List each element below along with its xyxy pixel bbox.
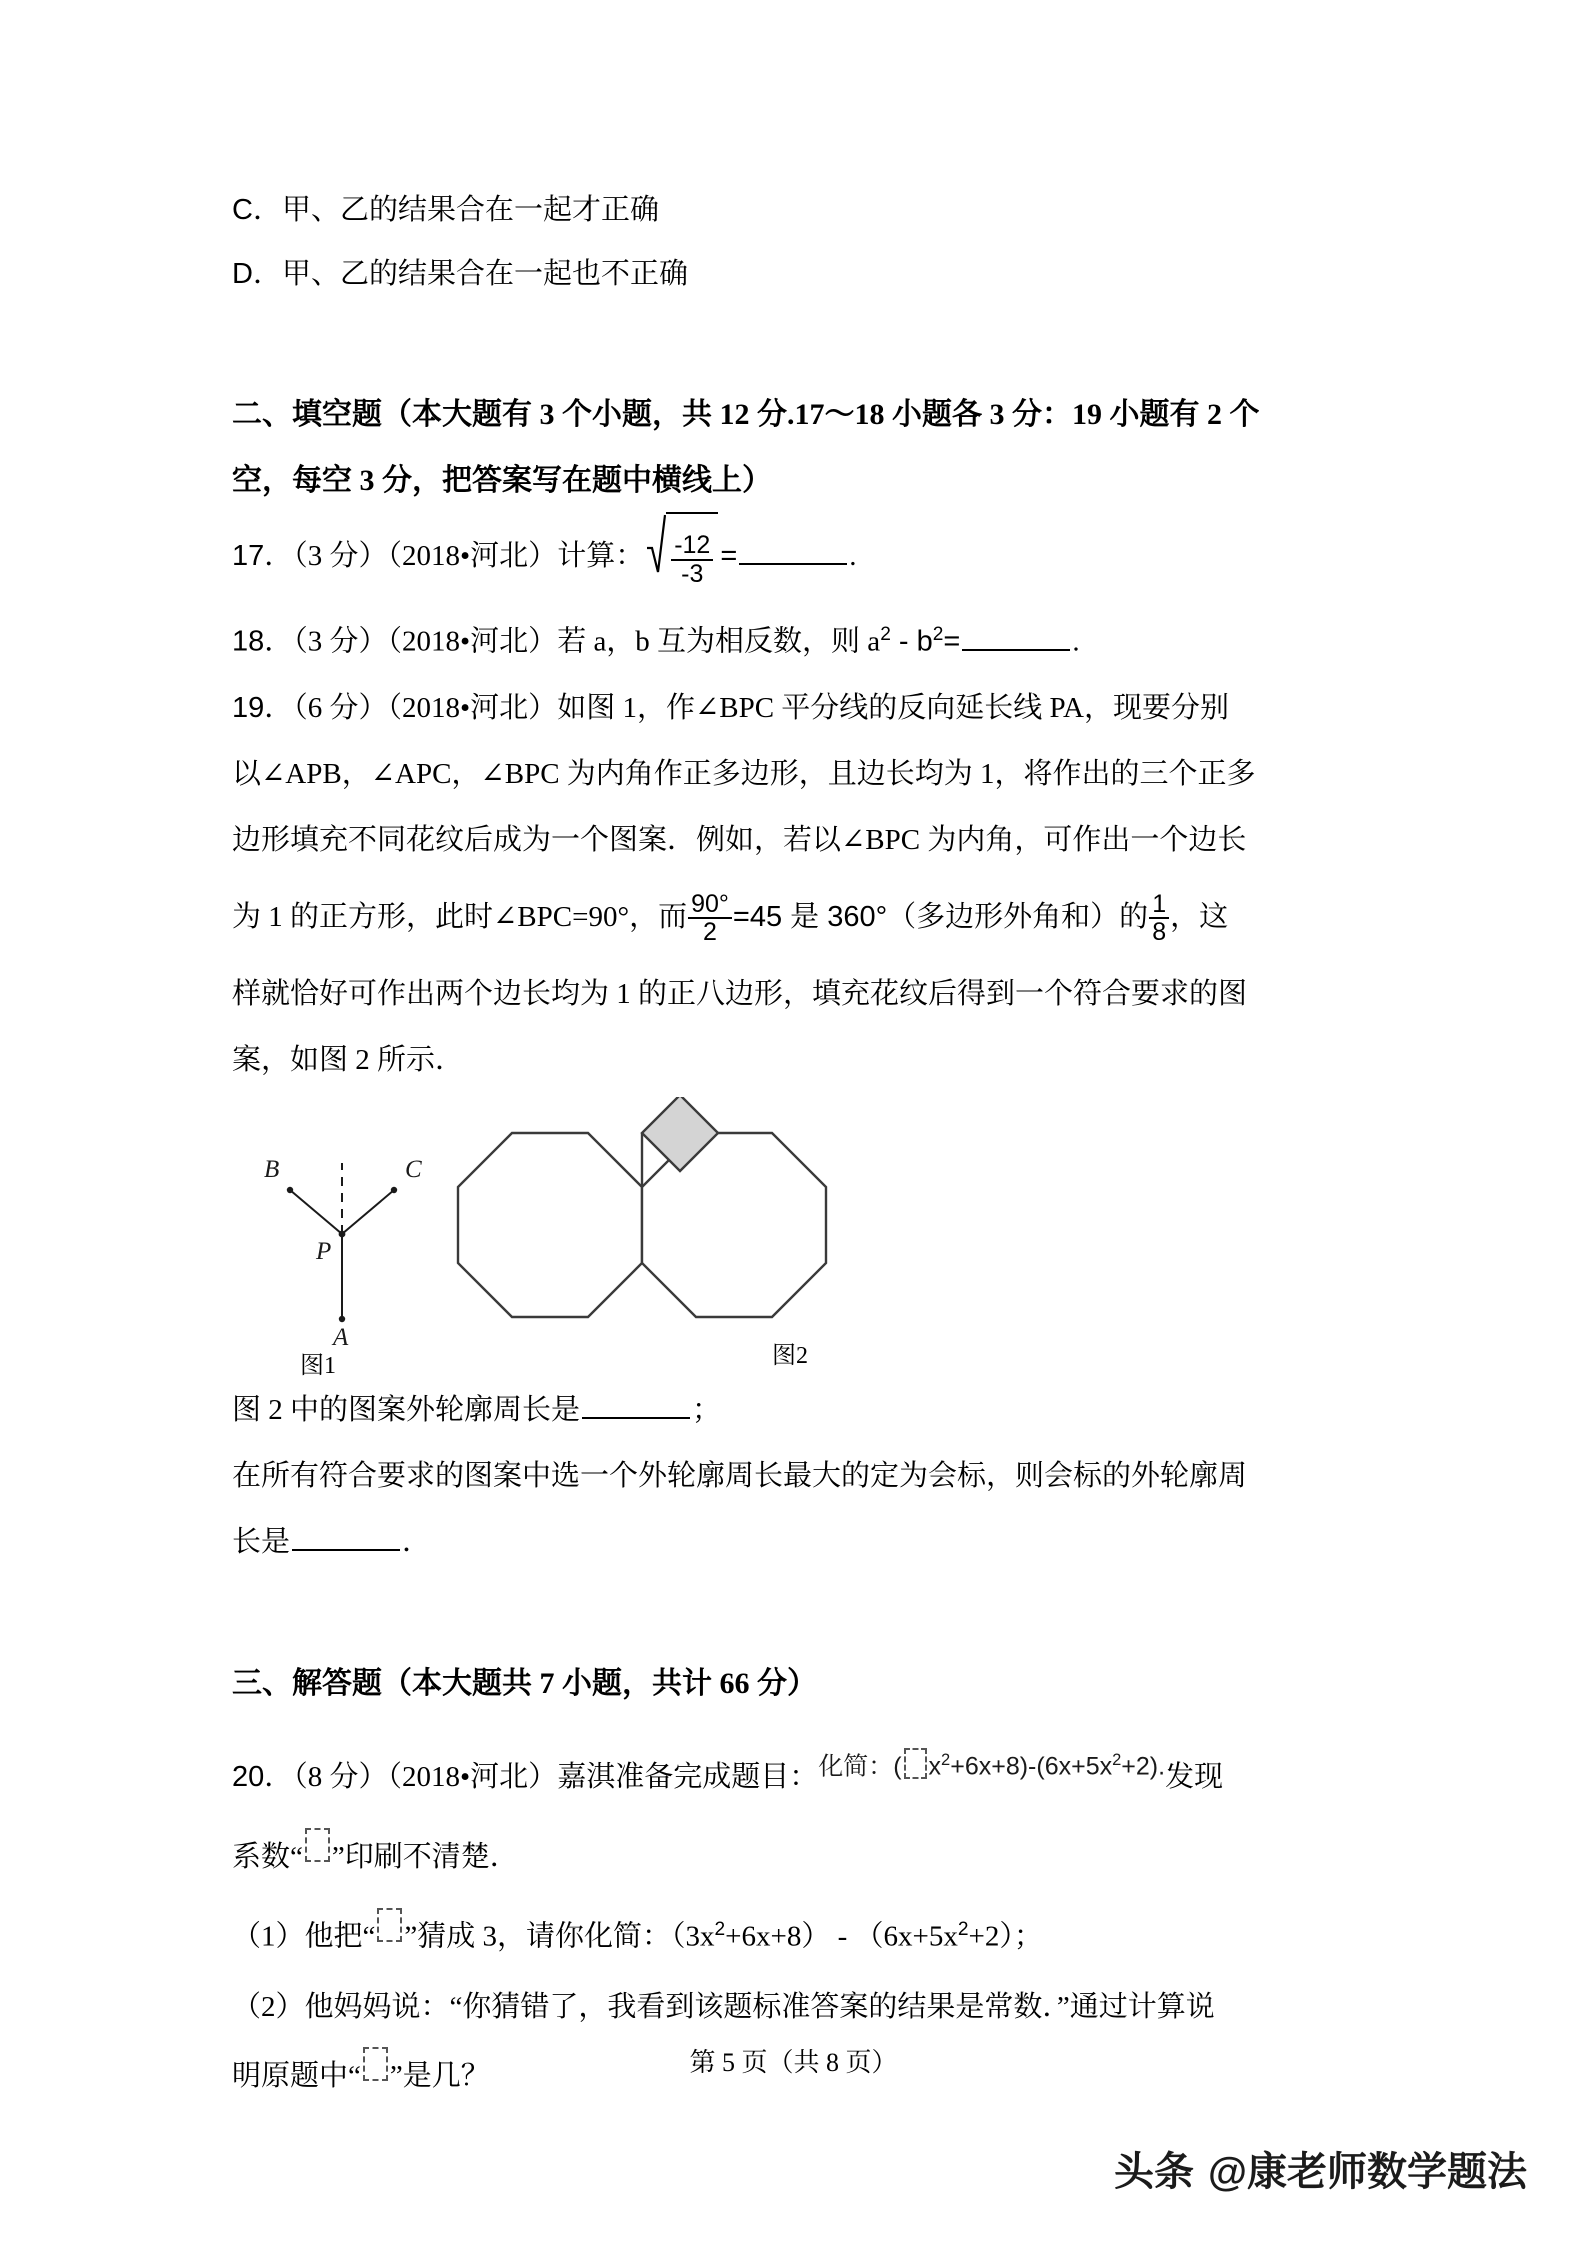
q20-formula-mid: x xyxy=(928,1752,942,1781)
q20-sub1-b: ”猜成 3，请你化简：（3x xyxy=(404,1920,715,1953)
q20-formula-prefix: 化简：( xyxy=(818,1752,902,1781)
q20-sub1-a: （1）他把“ xyxy=(232,1920,376,1953)
q19-line4-part-c: ，这 xyxy=(1170,901,1229,933)
section-fill-in-heading xyxy=(232,382,1372,514)
spacer xyxy=(232,306,1372,382)
q19-fraction-1-over-8 xyxy=(1149,891,1169,946)
choice-d-text: 甲、乙的结果合在一起也不正确 xyxy=(281,258,688,290)
figure-group xyxy=(232,1107,1372,1377)
q20-coefficient-placeholder-box xyxy=(305,1828,330,1862)
q20-sub1-d: +2）； xyxy=(968,1920,1043,1953)
q20-formula-suffix: +2). xyxy=(1121,1752,1166,1781)
q19-fraction-numerator: 90° xyxy=(691,890,729,919)
question-20-line-2 xyxy=(232,1821,1372,1893)
q17-answer-blank[interactable] xyxy=(739,541,847,565)
q18-text: 若 a，b 互为相反数，则 a xyxy=(557,626,881,658)
q18-answer-blank[interactable] xyxy=(962,627,1070,651)
q20-formula-image xyxy=(818,1721,1165,1805)
q19-fraction-denominator: 2 xyxy=(688,917,732,945)
spacer-2 xyxy=(232,1575,1372,1651)
q19-line4-part-b: =45 是 360°（多边形外角和）的 xyxy=(732,901,1149,933)
q17-fraction xyxy=(671,532,713,587)
q19-line4-part-a: 为 1 的正方形，此时∠BPC=90°，而 xyxy=(232,901,688,933)
svg-text:A: A xyxy=(333,1324,349,1347)
q17-fraction-denominator: -3 xyxy=(671,559,713,587)
spacer-3 xyxy=(232,1717,1372,1737)
figure-2 xyxy=(412,1097,882,1369)
page-footer: 第 5 页（共 8 页） xyxy=(689,2048,898,2077)
q19-line1: 如图 1，作∠BPC 平分线的反向延长线 PA，现要分别 xyxy=(557,692,1229,724)
question-19-blank-line-3 xyxy=(232,1509,1372,1575)
q19-after-fig-d: ． xyxy=(402,1526,432,1558)
question-20-sub-2-line-1: （2）他妈妈说：“你猜错了，我看到该题标准答案的结果是常数．”通过计算说 xyxy=(232,1990,1215,2023)
q20-text-b: 发现 xyxy=(1165,1760,1224,1793)
page-content xyxy=(232,178,1372,2112)
q19-fraction2-numerator: 1 xyxy=(1152,890,1167,919)
q20-sub1-c: +6x+8） - （6x+5x xyxy=(725,1920,958,1953)
q19-after-fig-b: ； xyxy=(692,1394,722,1426)
svg-text:B: B xyxy=(264,1156,280,1183)
question-19-line-5: 样就恰好可作出两个边长均为 1 的正八边形，填充花纹后得到一个符合要求的图 xyxy=(232,978,1248,1010)
q17-sqrt xyxy=(646,512,718,600)
q17-prompt: 计算： xyxy=(557,540,645,572)
q19-after-fig-a: 图 2 中的图案外轮廓周长是 xyxy=(232,1394,581,1426)
q17-source: （2018•河北） xyxy=(387,540,558,572)
figure-2-caption: 图2 xyxy=(772,1343,808,1369)
question-17 xyxy=(232,514,1372,602)
section-fill-in-heading-line2: 空，每空 3 分，把答案写在题中横线上） xyxy=(232,464,772,497)
question-19-line-2: 以∠APB，∠APC，∠BPC 为内角作正多边形，且边长均为 1，将作出的三个正多 xyxy=(232,758,1256,790)
q20-line2-a: 系数“ xyxy=(232,1841,303,1874)
question-19-line-4 xyxy=(232,873,1372,961)
q19-fraction2-denominator: 8 xyxy=(1149,917,1169,945)
q18-number: 18． xyxy=(232,626,294,658)
q20-source: （2018•河北） xyxy=(387,1760,558,1793)
question-18 xyxy=(232,602,1372,675)
q20-sub2-b: 明原题中“ xyxy=(232,2059,361,2092)
q19-answer-blank-1[interactable] xyxy=(582,1395,690,1419)
q20-text-a: 嘉淇准备完成题目： xyxy=(557,1760,819,1793)
q18-period: . xyxy=(1072,626,1080,658)
figure-1-caption: 图1 xyxy=(300,1353,336,1379)
q17-fraction-numerator: -12 xyxy=(674,531,711,560)
q18-minus: - b xyxy=(890,626,933,658)
q17-period: . xyxy=(849,540,857,572)
q17-radicand xyxy=(666,512,718,600)
question-19-blank-line-1 xyxy=(232,1377,1372,1443)
radical-sign-icon xyxy=(646,512,666,600)
q19-fraction-90-over-2 xyxy=(688,891,732,946)
q19-source: （2018•河北） xyxy=(387,692,558,724)
question-19-line-6: 案，如图 2 所示． xyxy=(232,1044,465,1076)
q18-source: （2018•河北） xyxy=(387,626,558,658)
q20-sub1-exponent-1: 2 xyxy=(714,1919,726,1941)
watermark-platform: 头条 xyxy=(1113,2150,1194,2194)
watermark-account: @康老师数学题法 xyxy=(1207,2150,1527,2194)
choice-d xyxy=(232,242,1372,306)
figure-2-svg xyxy=(412,1097,882,1347)
q20-line2-b: ”印刷不清楚． xyxy=(331,1841,519,1874)
svg-text:P: P xyxy=(316,1238,332,1265)
q20-number: 20． xyxy=(232,1760,294,1793)
svg-text:C: C xyxy=(405,1156,422,1183)
q20-sub1-placeholder-box xyxy=(377,1908,402,1942)
q19-after-fig-c: 长是 xyxy=(232,1526,291,1558)
q20-formula-exponent-1: 2 xyxy=(941,1751,951,1769)
q18-score: （3 分） xyxy=(293,626,388,658)
q20-formula-placeholder-box xyxy=(904,1748,927,1779)
q20-score: （8 分） xyxy=(293,1760,388,1793)
section-solve-heading: 三、解答题（本大题共 7 小题，共计 66 分） xyxy=(232,1667,817,1700)
q18-exponent-2: 2 xyxy=(932,624,944,646)
section-fill-in-heading-line1: 二、填空题（本大题有 3 个小题，共 12 分.17～18 小题各 3 分：19 小题有 2 个 xyxy=(232,398,1260,431)
q18-exponent-1: 2 xyxy=(880,624,891,646)
q18-equals: = xyxy=(943,626,961,658)
question-20-sub-1 xyxy=(232,1893,1372,1974)
q17-equals: = xyxy=(720,540,738,572)
question-20-line-1 xyxy=(232,1737,1372,1821)
q17-number: 17． xyxy=(232,540,294,572)
q19-answer-blank-2[interactable] xyxy=(292,1527,400,1551)
q19-number: 19． xyxy=(232,692,294,724)
choice-d-label: D． xyxy=(232,258,282,290)
question-19-line-3: 边形填充不同花纹后成为一个图案．例如，若以∠BPC 为内角，可作出一个边长 xyxy=(232,824,1247,856)
q19-score: （6 分） xyxy=(293,692,388,724)
q20-sub2-c: ”是几？ xyxy=(389,2059,490,2092)
watermark xyxy=(1114,2140,1527,2197)
question-19-blank-line-2: 在所有符合要求的图案中选一个外轮廓周长最大的定为会标，则会标的外轮廓周 xyxy=(232,1460,1248,1492)
q17-score: （3 分） xyxy=(293,540,388,572)
question-19-line-1 xyxy=(232,675,1372,741)
choice-c-text: 甲、乙的结果合在一起才正确 xyxy=(281,194,659,226)
q20-formula-exponent-2: 2 xyxy=(1112,1751,1122,1769)
q20-formula-mid2: +6x+8)-(6x+5x xyxy=(950,1752,1113,1781)
q20-sub1-exponent-2: 2 xyxy=(957,1919,969,1941)
choice-c-label: C． xyxy=(232,194,282,226)
choice-c xyxy=(232,178,1372,242)
